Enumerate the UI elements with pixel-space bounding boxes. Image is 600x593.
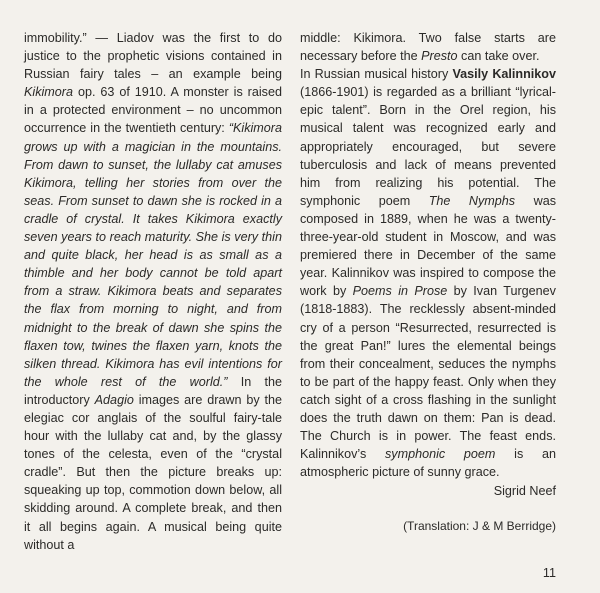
text-run: is an atmospheric picture of sunny grace.	[300, 447, 556, 480]
translation-credit: (Translation: J & M Berridge)	[403, 519, 556, 533]
text-run: Kikimora	[24, 85, 73, 100]
text-run: can take over.	[457, 49, 540, 64]
text-run: by Ivan Turgenev (1818-1883). The recklessly absent-minded cry of a person “Resurrected, resurrected is the great Pan!” lures the elemental beings from their concealment, seduces the nymphs to be part of the happy feast. Only when they catch sight of a cross flashing in the sunlight does the truth dawn on them: Pan is dead. The Church is in power. The feast ends. Kalinnikov’s	[300, 284, 556, 462]
left-paragraph	[24, 29, 282, 554]
text-run: In the introductory	[24, 374, 283, 407]
author-signature: Sigrid Neef	[493, 484, 556, 498]
text-run: immobility.” — Liadov was the first to do justice to the prophetic visions contained in Russian fairy tales – an example being	[24, 31, 282, 82]
text-run: Poems in Prose	[352, 284, 448, 299]
page-number: 11	[542, 566, 556, 580]
text-run: Adagio	[94, 392, 134, 407]
text-run: Vasily Kalinnikov	[452, 67, 556, 82]
text-run: Presto	[421, 49, 458, 64]
right-paragraph-1	[300, 29, 556, 65]
text-run: op. 63 of 1910. A monster is raised in a protected environment – no uncommon occurrence in the twentieth century:	[24, 85, 282, 136]
text-run: middle: Kikimora. Two false starts are necessary before the	[300, 31, 556, 64]
right-paragraph-2	[300, 65, 556, 481]
right-column	[300, 29, 556, 481]
text-run: (1866-1901) is regarded as a brilliant “lyrical-epic talent”. Born in the Orel region, his musical talent was recognized early and appropriately encouraged, but severe tuberculosis and lack of means prevented him from realizing his potential. The symphonic poem	[300, 85, 556, 208]
text-run: “Kikimora grows up with a magician in the mountains. From dawn to sunset, the lullaby cat amuses Kikimora, telling her stories from over the seas. From sunset to dawn she is rocked in a cradle of crystal. It takes Kikimora exactly seven years to reach maturity. She is very thin and quite black, her head is as small as a thimble and her body cannot be told apart from a straw. Kikimora beats and separates the flax from morning to night, and from midnight to the break of dawn she spins the flaxen tow, twines the flaxen yarn, knots the silken thread. Kikimora has evil intentions for the whole rest of the world.”	[24, 121, 282, 389]
text-run: was composed in 1889, when he was a twenty-three-year-old student in Moscow, and was premiered there in December of the same year. Kalinnikov was inspired to compose the work by	[300, 193, 556, 299]
text-run: symphonic poem	[385, 447, 496, 462]
text-run: The Nymphs	[428, 193, 516, 208]
text-run: In Russian musical history	[300, 67, 453, 82]
text-run: images are drawn by the elegiac cor anglais of the soulful fairy-tale hour with the lullaby cat and, by the glassy tones of the celesta, even of the “crystal cradle”. But then the picture breaks up: squeaking up top, commotion down below, all skidding around. A complete break, and then it all begins again. A musical being quite without a	[24, 392, 283, 552]
left-column	[24, 29, 282, 554]
